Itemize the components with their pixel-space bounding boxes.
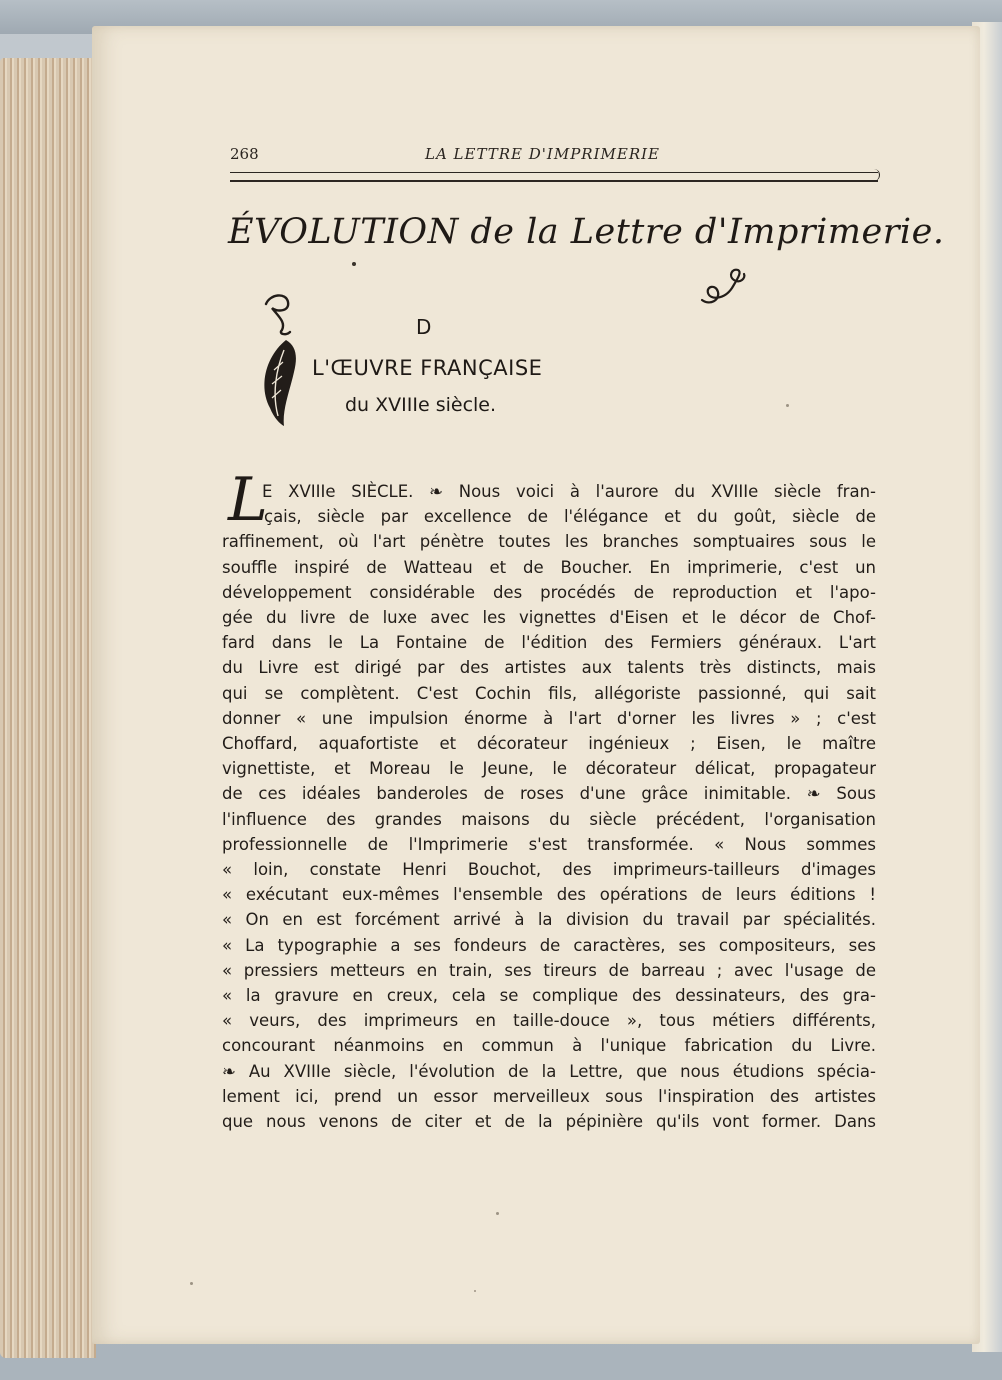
body-line: du Livre est dirigé par des artistes aux talents très distincts, mais <box>222 658 876 678</box>
body-line: « la gravure en creux, cela se complique des dessinateurs, des gra- <box>222 986 876 1005</box>
paper-speck <box>474 1290 476 1292</box>
body-line: concourant néanmoins en commun à l'unique fabrication du Livre. <box>222 1036 876 1056</box>
body-line: « On en est forcément arrivé à la division du travail par spécialités. <box>222 910 876 930</box>
paper-speck <box>496 1212 499 1215</box>
subheading-line-2: du XVIIIe siècle. <box>345 394 497 416</box>
subheading-line-1: L'ŒUVRE FRANÇAISE <box>312 356 543 380</box>
body-line: fard dans le La Fontaine de l'édition des Fermiers généraux. L'art <box>222 633 876 653</box>
body-line: de ces idéales banderoles de roses d'une grâce inimitable. ❧ Sous <box>222 784 876 804</box>
body-line: donner « une impulsion énorme à l'art d'orner les livres » ; c'est <box>222 708 876 728</box>
header-rule-bottom <box>230 180 878 182</box>
body-line: E XVIIIe SIÈCLE. ❧ Nous voici à l'aurore du XVIIIe siècle fran- <box>262 482 876 501</box>
body-line: Choffard, aquafortiste et décorateur ingénieux ; Eisen, le maître <box>222 734 876 753</box>
page-edge-stack <box>0 58 96 1358</box>
paper-speck <box>786 404 789 407</box>
body-line: « pressiers metteurs en train, ses tireurs de barreau ; avec l'usage de <box>222 960 876 980</box>
body-line: « La typographie a ses fondeurs de caractères, ses compositeurs, ses <box>222 935 876 955</box>
header-rule-top <box>230 172 878 173</box>
body-line: ❧ Au XVIIIe siècle, l'évolution de la Lettre, que nous étudions spécia- <box>222 1061 876 1081</box>
body-line: « veurs, des imprimeurs en taille-douce », tous métiers différents, <box>222 1011 876 1031</box>
subheading-letter: D <box>416 315 432 339</box>
body-line: que nous venons de citer et de la pépinière qu'ils vont former. Dans <box>222 1112 876 1131</box>
ink-dot <box>352 262 356 266</box>
page-number: 268 <box>230 145 259 163</box>
body-line: raffinement, où l'art pénètre toutes les branches somptuaires sous le <box>222 532 876 552</box>
body-line: professionnelle de l'Imprimerie s'est transformée. « Nous sommes <box>222 834 876 854</box>
paper-speck <box>190 1282 193 1285</box>
body-line: « exécutant eux-mêmes l'ensemble des opérations de leurs éditions ! <box>222 885 876 905</box>
floral-ornament-icon <box>698 266 752 308</box>
body-line: lement ici, prend un essor merveilleux sous l'inspiration des artistes <box>222 1086 876 1106</box>
body-line: vignettiste, et Moreau le Jeune, le décorateur délicat, propagateur <box>222 759 876 779</box>
body-line: l'influence des grandes maisons du siècle précédent, l'organisation <box>222 809 876 829</box>
body-line: « loin, constate Henri Bouchot, des imprimeurs-tailleurs d'images <box>222 860 876 879</box>
running-title: LA LETTRE D'IMPRIMERIE <box>425 145 660 163</box>
drop-cap: L <box>228 465 268 535</box>
running-head <box>230 145 880 165</box>
leaf-ornament-icon <box>256 290 304 428</box>
body-line: gée du livre de luxe avec les vignettes d'Eisen et le décor de Chof- <box>222 608 876 627</box>
chapter-title: ÉVOLUTION de la Lettre d'Imprimerie. <box>228 212 945 252</box>
body-line: çais, siècle par excellence de l'élégance et du goût, siècle de <box>264 507 876 527</box>
body-line: développement considérable des procédés de reproduction et l'apo- <box>222 582 876 602</box>
body-line: souffle inspiré de Watteau et de Boucher. En imprimerie, c'est un <box>222 557 876 577</box>
body-line: qui se complètent. C'est Cochin fils, allégoriste passionné, qui sait <box>222 683 876 703</box>
